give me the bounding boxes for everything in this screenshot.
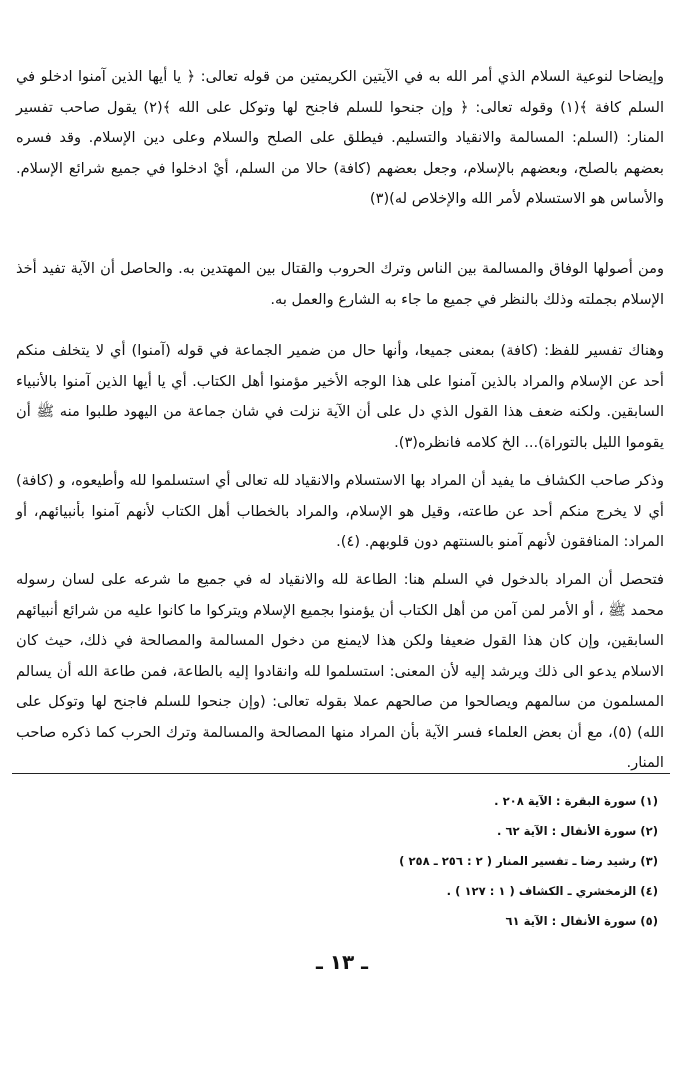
page-number: ـ ١٣ ـ <box>315 950 369 974</box>
footnote-3: (٣) رشيد رضا ـ تفسير المنار ( ٢ : ٢٥٦ ـ ٢٥٨ ) <box>399 854 658 868</box>
footnote-2: (٢) سورة الأنفال : الآية ٦٢ . <box>496 824 658 838</box>
paragraph-3: وهناك تفسير للفظ: (كافة) بمعنى جميعا، وأنها حال من ضمير الجماعة في قوله (آمنوا) أي لا يتخلف منكم أحد عن الإسلام والمراد بالذين آمنوا على هذا الوجه الأخير مؤمنوا أهل الكتاب. أي يا أيها الذين آمنوا بالأنبياء السابقين. ولكنه ضعف هذا القول الذي دل على أن الآية نزلت في شان جماعة من اليهود طلبوا منه ﷺ أن يقوموا الليل بالتوراة)... الخ كلامه فانظره(٣). <box>16 342 664 451</box>
paragraph-1: وإيضاحا لنوعية السلام الذي أمر الله به في الآيتين الكريمتين من قوله تعالى: ﴿ يا أيها الذين آمنوا ادخلو في السلم كافة ﴾(١) وقوله تعالى: ﴿ وإن جنحوا للسلم فاجنح لها وتوكل على الله ﴾(٢) يقول صاحب تفسير المنار: (السلم: المسالمة والانقياد والتسليم. فيطلق على الصلح والسلام وعلى دين الإسلام. وقد فسره بعضهم بالصلح، وبعضهم بالإسلام، وجعل بعضهم (كافة) حالا من السلم، أيْ ادخلوا في جميع شرائع الإسلام. والأساس هو الاستسلام لأمر الله والإخلاص له)(٣) <box>16 68 665 207</box>
footnote-separator <box>12 773 670 774</box>
paragraph-2: ومن أصولها الوفاق والمسالمة بين الناس وترك الحروب والقتال بين المهتدين به. والحاصل أن الآية تفيد أخذ الإسلام بجملته وذلك بالنظر في جميع ما جاء به الشارع والعمل به. <box>16 260 664 308</box>
footnote-1: (١) سورة البقرة : الآية ٢٠٨ . <box>494 794 658 808</box>
paragraph-5: فتحصل أن المراد بالدخول في السلم هنا: الطاعة لله والانقياد له في جميع ما شرعه على لسان رسوله محمد ﷺ ، أو الأمر لمن آمن من أهل الكتاب أن يؤمنوا بجميع الإسلام ويتركوا ما كانوا عليه من شرائع أنبيائهم السابقين، وإن كان هذا القول ضعيفا ولكن هذا لايمنع من دخول المسالمة والمصالحة في ذلك، حيث كان الاسلام يدعو الى ذلك ويرشد إليه لأن المعنى: استسلموا لله وانقادوا إليه بالطاعة، فمن طاعة الله أن يسالم المسلمون من سالمهم ويصالحوا من صالحهم عملا بقوله تعالى: (وإن جنحوا للسلم فاجنح لها وتوكل على الله) (٥)، مع أن بعض العلماء فسر الآية بأن المراد منها المصالحة والمسالمة وترك الحرب كما ذكره صاحب المنار. <box>16 571 665 771</box>
footnote-5: (٥) سورة الأنفال : الآية ٦١ <box>505 914 658 928</box>
footnote-4: (٤) الزمخشري ـ الكشاف ( ١ : ١٢٧ ) . <box>446 884 658 898</box>
paragraph-4: وذكر صاحب الكشاف ما يفيد أن المراد بها الاستسلام والانقياد لله تعالى أي استسلموا لله وأطيعوه، و (كافة) أي لا يخرج منكم أحد عن طاعته، وقيل هو الإسلام، والمراد بالخطاب أهل الكتاب لأنهم آمنوا بأنبيائهم، أو المراد: المنافقون لأنهم آمنو بالسنتهم دون قلوبهم. (٤). <box>16 472 664 550</box>
footnotes <box>138 786 658 936</box>
